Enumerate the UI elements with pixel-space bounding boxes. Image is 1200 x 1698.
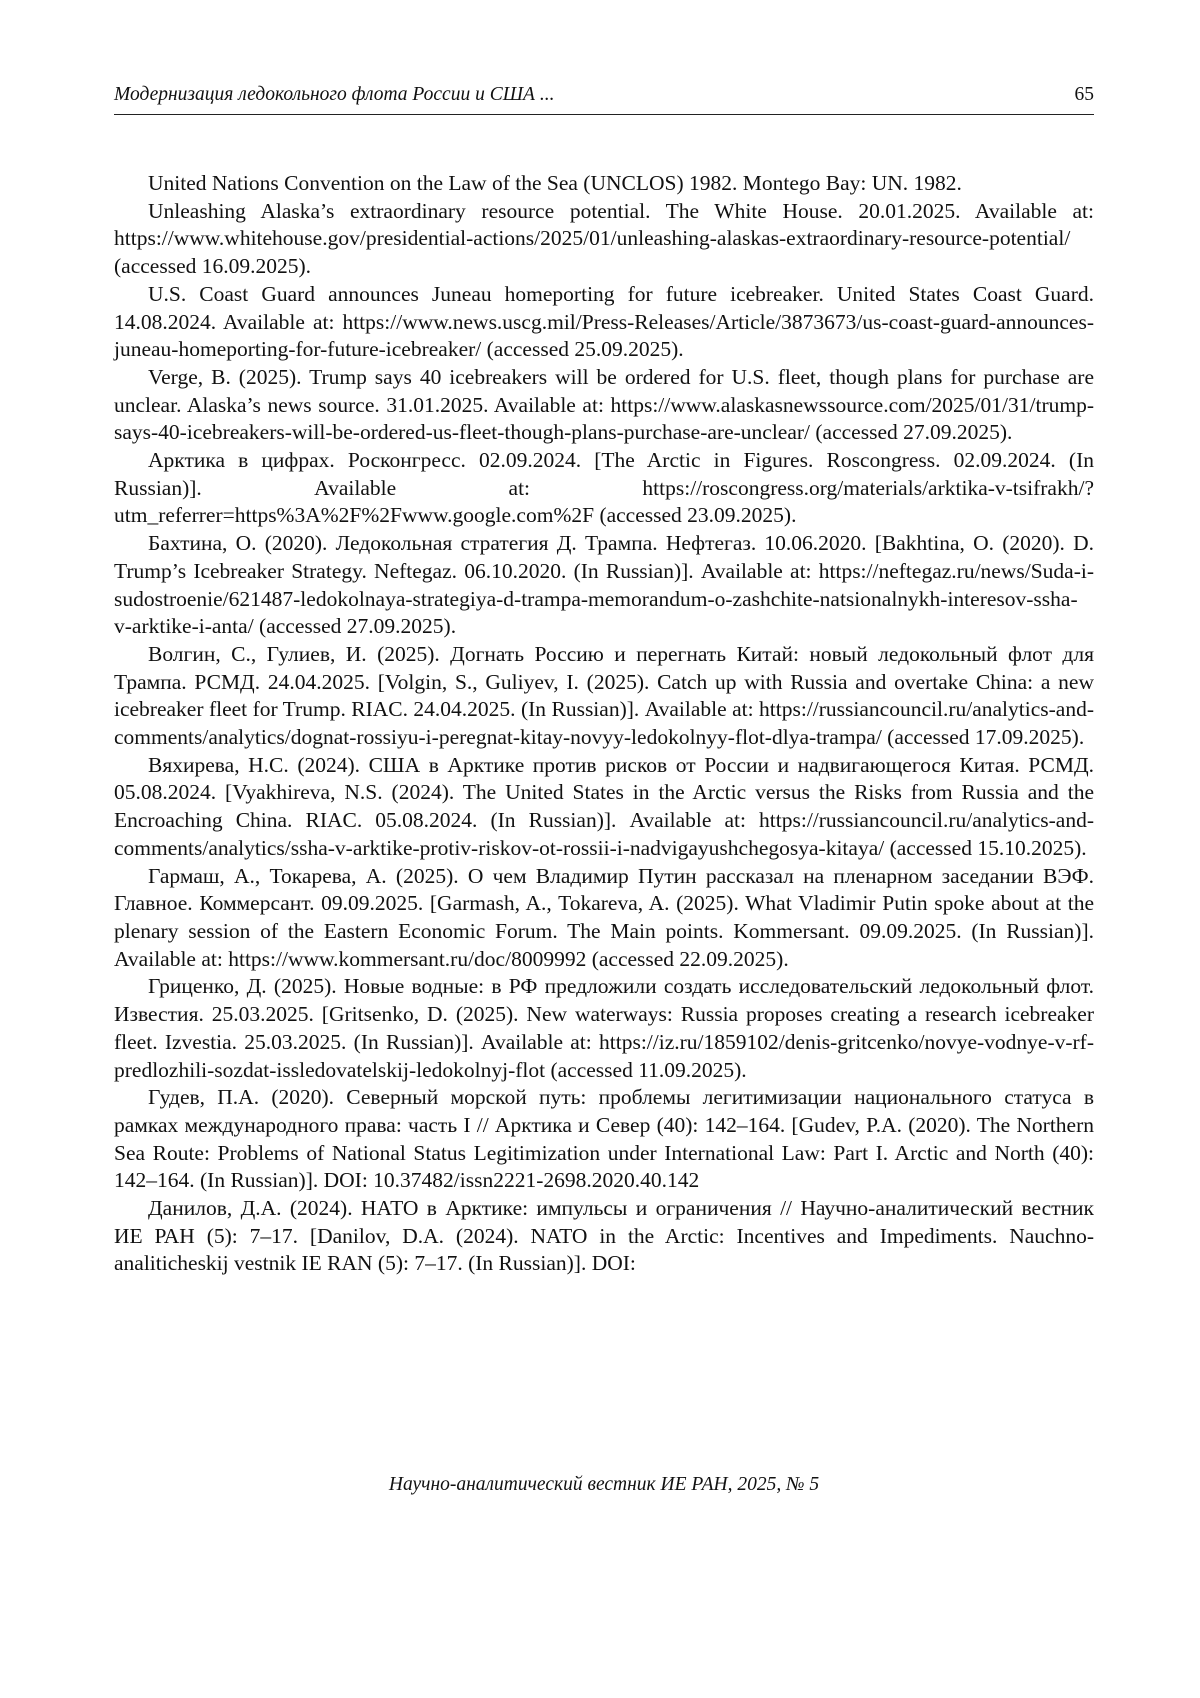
reference-item: United Nations Convention on the Law of the Sea (UNCLOS) 1982. Montego Bay: UN. 1982. <box>148 171 962 195</box>
reference-item: Вяхирева, Н.С. (2024). США в Арктике против рисков от России и надвигающегося Китая. РСМД. 05.08.2024. [Vyakhireva, N.S. (2024). The United States in the Arctic versus the Risks from Russia and the Encroaching China. RIAC. 05.08.2024. (In Russian)]. Available at: https://russiancouncil.ru/analytics-and-comments/analytics/ssha-v-arktike-protiv-riskov-ot-rossii-i-nadvigayushchegosya-kitaya/ (accessed 15.10.2025). <box>114 752 1094 860</box>
reference-item: Бахтина, О. (2020). Ледокольная стратегия Д. Трампа. Нефтегаз. 10.06.2020. [Bakhtina, O. (2020). D. Trump’s Icebreaker Strategy. Neftegaz. 06.10.2020. (In Russian)]. Available at: https://neftegaz.ru/news/Suda-i-sudostroenie/621487-ledokolnaya-strategiya-d-trampa-memorandum-o-zashchite-natsionalnykh-interesov-ssha-v-arktike-i-anta/ (accessed 27.09.2025). <box>114 531 1094 639</box>
reference-item: Арктика в цифрах. Росконгресс. 02.09.2024. [The Arctic in Figures. Roscongress. 02.09.2024. (In Russian)]. Available at: https://roscongress.org/materials/arktika-v-tsifrakh/?utm_referrer=https%3A%2F%2Fwww.google.com%2F (accessed 23.09.2025). <box>114 448 1094 528</box>
reference-item: Волгин, С., Гулиев, И. (2025). Догнать Россию и перегнать Китай: новый ледокольный флот для Трампа. РСМД. 24.04.2025. [Volgin, S., Guliyev, I. (2025). Catch up with Russia and overtake China: a new icebreaker fleet for Trump. RIAC. 24.04.2025. (In Russian)]. Available at: https://russiancouncil.ru/analytics-and-comments/analytics/dognat-rossiyu-i-peregnat-kitay-novyy-ledokolnyy-flot-dlya-trampa/ (accessed 17.09.2025). <box>114 641 1094 750</box>
reference-item: Данилов, Д.А. (2024). НАТО в Арктике: импульсы и ограничения // Научно-аналитический вестник ИЕ РАН (5): 7–17. [Danilov, D.A. (2024). NATO in the Arctic: Incentives and Impediments. Nauchno-analiticheskij vestnik IE RAN (5): 7–17. (In Russian)]. DOI: <box>114 1196 1094 1276</box>
running-head <box>114 84 1094 106</box>
running-title: Модернизация ледокольного флота России и США ... <box>114 84 555 105</box>
page-number: 65 <box>1074 84 1094 105</box>
reference-item: Гриценко, Д. (2025). Новые водные: в РФ предложили создать исследовательский ледокольный флот. Известия. 25.03.2025. [Gritsenko, D. (2025). New waterways: Russia proposes creating a research icebreaker fleet. Izvestia. 25.03.2025. (In Russian)]. Available at: https://iz.ru/1859102/denis-gritcenko/novye-vodnye-v-rf-predlozhili-sozdat-issledovatelskij-ledokolnyj-flot (accessed 11.09.2025). <box>114 974 1094 1082</box>
reference-item: Verge, B. (2025). Trump says 40 icebreakers will be ordered for U.S. fleet, though plans for purchase are unclear. Alaska’s news source. 31.01.2025. Available at: https://www.alaskasnewssource.com/2025/01/31/trump-says-40-icebreakers-will-be-ordered-us-fleet-though-plans-purchase-are-unclear/ (accessed 27.09.2025). <box>114 364 1094 445</box>
reference-item: Гудев, П.А. (2020). Северный морской путь: проблемы легитимизации национального статуса в рамках международного права: часть I // Арктика и Север (40): 142–164. [Gudev, P.A. (2020). The Northern Sea Route: Problems of National Status Legitimization under International Law: Part I. Arctic and North (40): 142–164. (In Russian)]. DOI: 10.37482/issn2221-2698.2020.40.142 <box>114 1085 1094 1193</box>
reference-item: U.S. Coast Guard announces Juneau homeporting for future icebreaker. United States Coast Guard. 14.08.2024. Available at: https://www.news.uscg.mil/Press-Releases/Article/3873673/us-coast-guard-announces-juneau-homeporting-for-future-icebreaker/ (accessed 25.09.2025). <box>114 281 1094 362</box>
reference-item: Unleashing Alaska’s extraordinary resource potential. The White House. 20.01.2025. Available at: https://www.whitehouse.gov/presidential-actions/2025/01/unleashing-alaskas-extraordinary-resource-potential/ (accessed 16.09.2025). <box>114 198 1094 279</box>
reference-item: Гармаш, А., Токарева, А. (2025). О чем Владимир Путин рассказал на пленарном заседании ВЭФ. Главное. Коммерсант. 09.09.2025. [Garmash, A., Tokareva, A. (2025). What Vladimir Putin spoke about at the plenary session of the Eastern Economic Forum. The Main points. Kommersant. 09.09.2025. (In Russian)]. Available at: https://www.kommersant.ru/doc/8009992 (accessed 22.09.2025). <box>114 863 1094 971</box>
header-rule <box>114 114 1094 115</box>
journal-footer: Научно-аналитический вестник ИЕ РАН, 2025, № 5 <box>388 1474 820 1495</box>
reference-list <box>114 170 1094 1278</box>
